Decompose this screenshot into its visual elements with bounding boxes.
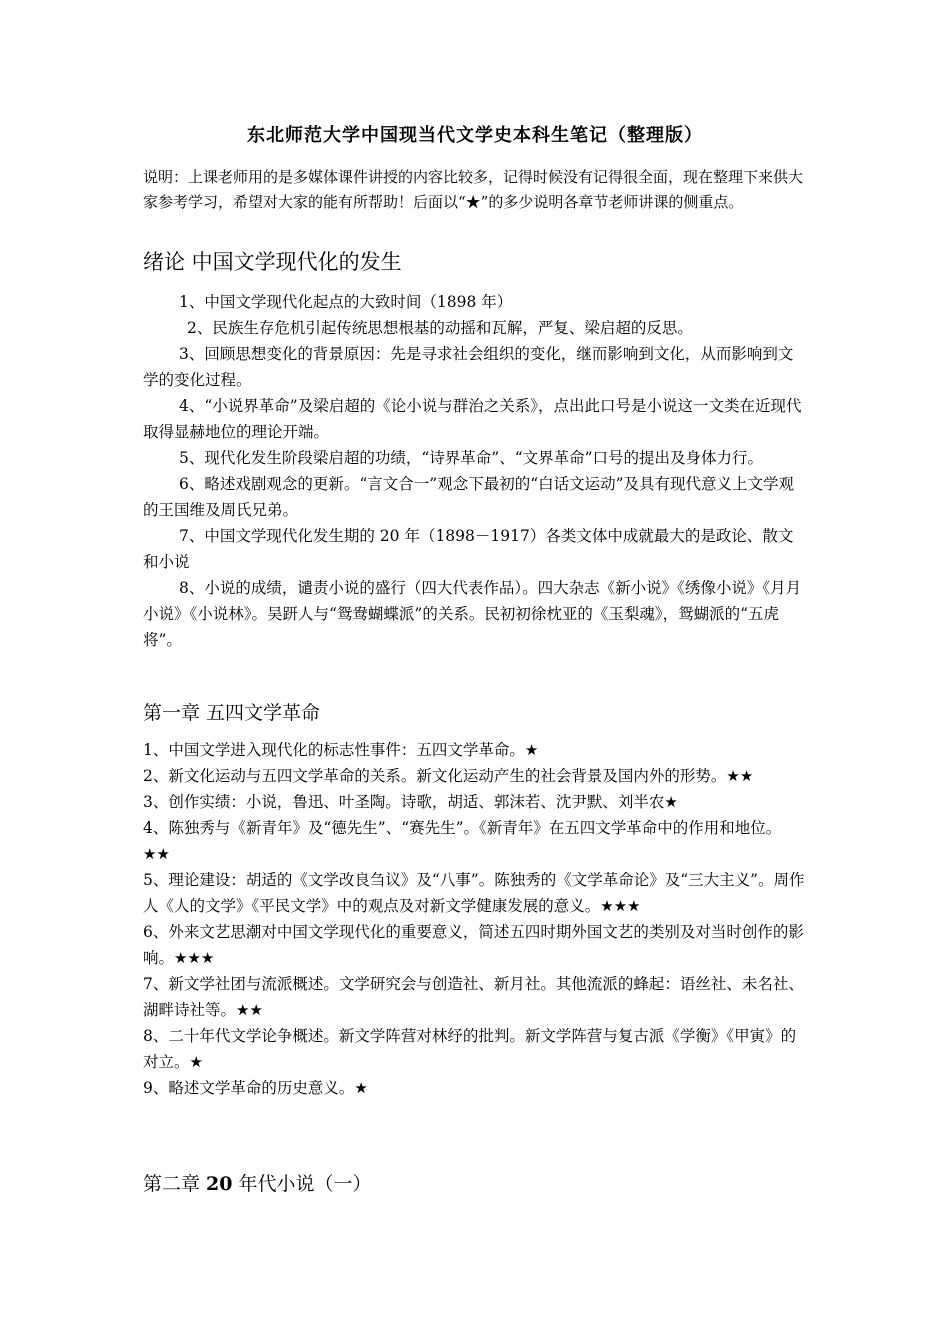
document-title: 东北师范大学中国现当代文学史本科生笔记（整理版） [247,125,703,146]
list-item: 5、现代化发生阶段梁启超的功绩，“诗界革命”、“文界革命”口号的提出及身体力行。 [179,449,764,467]
list-item: 7、新文学社团与流派概述。文学研究会与创造社、新月社。其他流派的蜂起：语丝社、未名社、湖畔诗社等。★★ [143,975,804,1019]
chapter1-list [143,737,807,1101]
list-item: 4、陈独秀与《新青年》及“德先生”、“赛先生”。《新青年》在五四文学革命中的作用和地位。★★ [143,819,782,863]
intro-note: 说明：上课老师用的是多媒体课件讲授的内容比较多，记得时候没有记得很全面，现在整理下来供大家参考学习，希望对大家的能有所帮助！后面以“★”的多少说明各章节老师讲课的侧重点。 [143,168,804,211]
star-rating: ★ [524,741,539,759]
list-item: 8、小说的成绩，谴责小说的盛行（四大代表作品）。四大杂志《新小说》《绣像小说》《月月小说》《小说林》。吴趼人与“鸳鸯蝴蝶派”的关系。民初初徐枕亚的《玉梨魂》，鸳蝴派的“五虎将”。 [143,579,802,649]
list-item: 5、理论建设：胡适的《文学改良刍议》及“八事”。陈独秀的《文学革命论》及“三大主义”。周作人《人的文学》《平民文学》中的观点及对新文学健康发展的意义。★★★ [143,871,805,915]
list-item: 7、中国文学现代化发生期的 20 年（1898－1917）各类文体中成就最大的是政论、散文和小说 [143,527,794,571]
list-item: 9、略述文学革命的历史意义。★ [143,1079,368,1097]
star-rating: ★★ [236,1001,263,1019]
star-rating: ★★★ [600,897,641,915]
star-rating: ★ [664,793,678,811]
list-item: 8、二十年代文学论争概述。新文学阵营对林纾的批判。新文学阵营与复古派《学衡》《甲寅》的对立。★ [143,1027,797,1071]
intro-heading: 绪论 中国文学现代化的发生 [143,250,402,274]
star-rating: ★★ [143,845,170,863]
star-rating: ★★ [726,767,754,785]
list-item: 1、中国文学现代化起点的大致时间（1898 年） [179,293,513,311]
list-item: 2、新文化运动与五四文学革命的关系。新文化运动产生的社会背景及国内外的形势。★★ [143,767,754,785]
star-rating: ★★★ [174,949,215,967]
intro-list [143,289,807,653]
star-rating: ★ [189,1053,203,1071]
list-item: 6、外来文艺思潮对中国文学现代化的重要意义，简述五四时期外国文艺的类别及对当时创作的影响。★★★ [143,923,804,967]
chapter2-heading: 第二章 20 年代小说（一） [143,1173,372,1195]
list-item: 3、创作实绩：小说，鲁迅、叶圣陶。诗歌，胡适、郭沫若、沈尹默、刘半农★ [143,793,678,811]
chapter1-heading: 第一章 五四文学革命 [143,702,321,724]
list-item: 1、中国文学进入现代化的标志性事件：五四文学革命。★ [143,741,539,759]
list-item: 3、回顾思想变化的背景原因：先是寻求社会组织的变化，继而影响到文化，从而影响到文学的变化过程。 [143,345,794,389]
list-item: 2、民族生存危机引起传统思想根基的动摇和瓦解，严复、梁启超的反思。 [187,319,693,337]
star-rating: ★ [354,1079,368,1097]
list-item: 6、略述戏剧观念的更新。“言文合一”观念下最初的“白话文运动”及具有现代意义上文学观的王国维及周氏兄弟。 [143,475,795,519]
list-item: 4、“小说界革命”及梁启超的《论小说与群治之关系》，点出此口号是小说这一文类在近现代取得显赫地位的理论开端。 [143,397,802,441]
